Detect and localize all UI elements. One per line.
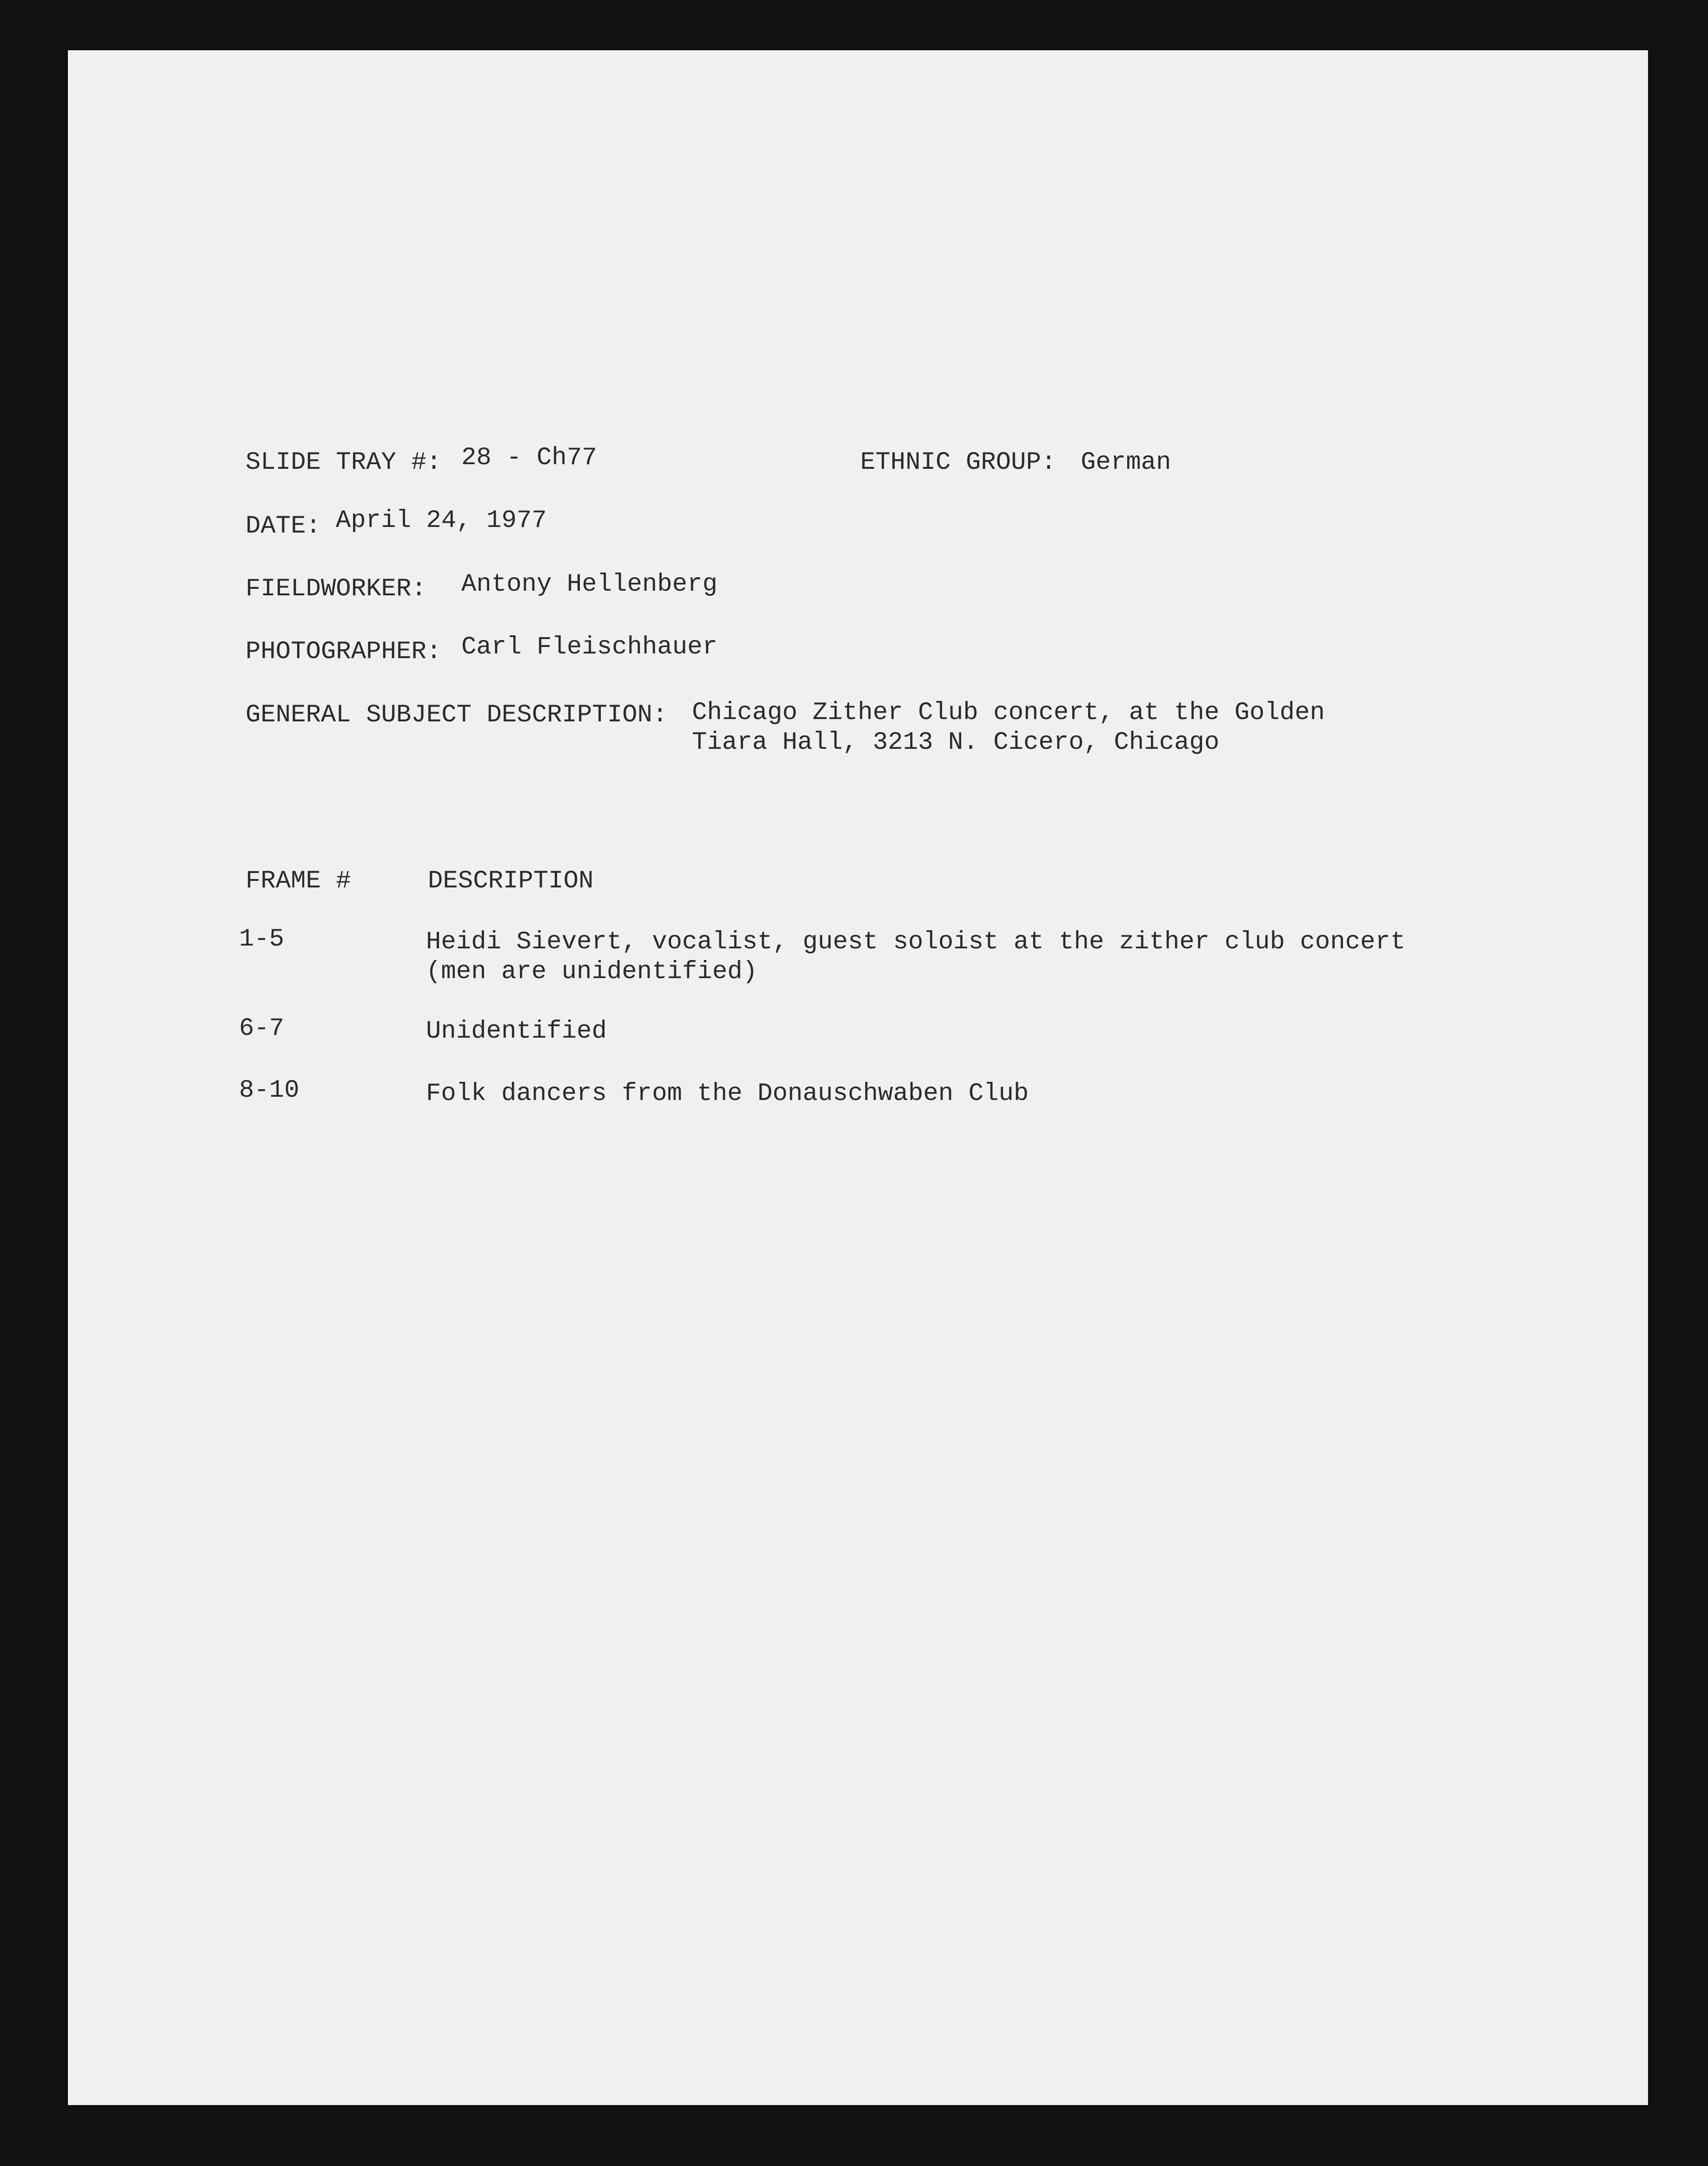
fieldworker-value: Antony Hellenberg [461,570,718,599]
frame-description: Folk dancers from the Donauschwaben Club [426,1080,1029,1108]
ethnic-group-value: German [1081,448,1171,477]
fieldworker-label: FIELDWORKER: [246,575,426,603]
document-page [68,50,1648,2105]
frame-description: Unidentified [426,1017,607,1046]
photographer-value: Carl Fleischhauer [461,633,718,661]
photographer-label: PHOTOGRAPHER: [246,638,442,666]
slide-tray-label: SLIDE TRAY #: [246,448,442,477]
subject-label: GENERAL SUBJECT DESCRIPTION: [246,701,668,729]
frame-number: 6-7 [239,1014,285,1043]
subject-line-2: Tiara Hall, 3213 N. Cicero, Chicago [692,728,1220,757]
subject-line-1: Chicago Zither Club concert, at the Golden [692,699,1325,727]
slide-tray-value: 28 - Ch77 [461,444,597,472]
frame-column-header: FRAME # [246,867,351,895]
description-column-header: DESCRIPTION [428,867,594,895]
frame-number: 1-5 [239,925,285,953]
frame-description: Heidi Sievert, vocalist, guest soloist at the zither club concert [426,928,1406,956]
date-value: April 24, 1977 [336,507,547,535]
frame-description-continued: (men are unidentified) [426,958,758,986]
frame-number: 8-10 [239,1076,299,1105]
ethnic-group-label: ETHNIC GROUP: [860,448,1057,477]
date-label: DATE: [246,512,321,540]
